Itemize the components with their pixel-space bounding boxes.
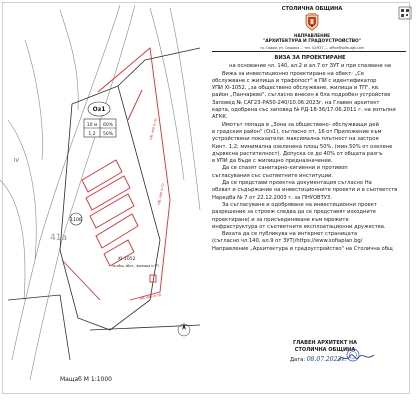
- visa-line: Да се представи проектна документация съгласно На: [222, 180, 372, 187]
- parcel-outline: [8, 48, 200, 360]
- date-label: Дата:: [290, 357, 306, 363]
- plot-id: XI-1052: [118, 257, 136, 262]
- visa-line: район „Панчарево", съгласно внесен в бла подробен устройстве: [212, 92, 391, 99]
- visa-line: Визата да се публикува на интернет страницата: [222, 231, 358, 238]
- terrain-lines: [0, 5, 200, 380]
- district-roman: IV: [14, 158, 19, 164]
- visa-line: Направление „Архитектура и градоустройство" на Столична общ: [212, 245, 393, 252]
- visa-line: карта, одобрена със заповед № РД-18-36/17.06.2011 г. на изпълни: [212, 107, 396, 114]
- road-label-1: НК нов о.гр.: [149, 117, 158, 141]
- visa-line: в УПИ да бъде с жилищно предназначение.: [212, 158, 333, 165]
- block-number: 41a: [50, 233, 67, 243]
- visa-line: проектиране) и за присъединяване към мрежите: [212, 216, 349, 223]
- date-value: 08.07.2023г.: [306, 356, 347, 363]
- visa-line: обхват и съдържание на инвестиционните проекти и в съответств: [212, 187, 398, 194]
- road-label-2: НК нов о.гр.: [157, 181, 165, 206]
- visa-line: дървесна растителност). Допуска се до 40% от общата разгъ: [212, 150, 383, 157]
- visa-basis: на основание чл. 140, ал.2 и ал.7 от ЗУТ и при спазване на: [229, 63, 391, 70]
- visa-line: Наредба № 7 от 22.12.2003 г. за ПНУОВТУЗ.: [212, 194, 332, 201]
- visa-line: (съгласно чл.140, ал.9 от ЗУТ)/https://www.sofiaplan.bg/: [212, 238, 363, 245]
- visa-text: [212, 55, 408, 253]
- visa-line: разрешение за строеж следва да се представят изходните: [212, 209, 376, 216]
- visa-line: Кинт. 1,2; минимална озеленена площ 50%, (мин.50% от озелене: [212, 143, 393, 150]
- visa-line: инфраструктура от съответните експлоатационни дружества.: [212, 223, 386, 230]
- visa-line: Заповед № САГ23-РА50-240/10.06.2023г. на Главен архитект: [212, 99, 380, 106]
- map-scale: Мащаб М 1:1000: [60, 376, 112, 383]
- sign-title-1: ГЛАВЕН АРХИТЕКТ НА: [292, 340, 358, 346]
- max-height: 10 м: [86, 123, 98, 128]
- visa-line: съгласувания със съответните институции.: [212, 172, 334, 179]
- north-arrow-icon: [178, 323, 190, 336]
- visa-line: обслужване с жилища и трафопост" в ПИ с идентификатор: [212, 77, 377, 84]
- header-divider: [212, 51, 406, 52]
- sign-title-2: СТОЛИЧНА ОБЩИНА: [294, 347, 356, 353]
- visa-line: АГКК.: [212, 114, 228, 121]
- visa-line: Имотът попада в „Зона за обществено- обслужващи дей: [222, 121, 379, 128]
- kint: 1,2: [88, 132, 96, 137]
- contact-info: гр. София, ул. Сердика ... тел. 02/937 ..., office@sofia-agk.com: [260, 46, 364, 50]
- density: 60%: [102, 123, 114, 128]
- greenery: 50%: [102, 132, 114, 137]
- parcel-number: 1106: [70, 218, 82, 223]
- visa-line: в градския район" (Оз1), съгласно пт. 16 от Приложение към: [212, 128, 382, 135]
- visa-line: УПИ XI-1052, „за обществено обслужване, жилища и ТП", кв.: [212, 85, 380, 92]
- building-footprints: [82, 160, 138, 266]
- visa-title: ВИЗА ЗА ПРОЕКТИРАНЕ: [274, 55, 346, 61]
- visa-line: Да се спазят санитарно-хигиенни и противоп: [222, 165, 348, 172]
- visa-line: За съгласуване и одобряване на инвестиционни проект: [222, 201, 377, 208]
- plot-purpose: за общ. обсл., жилища и ТП: [112, 264, 159, 268]
- visa-line: устройствени показатели: максимална плътност на застроя: [212, 136, 379, 143]
- sofia-crest-icon: [303, 13, 321, 31]
- department-label: НАПРАВЛЕНИЕ: [294, 33, 330, 38]
- visa-line: Вижа за инвестиционно проектиране на обект: „Се: [222, 70, 365, 77]
- municipality-name: СТОЛИЧНА ОБЩИНА: [281, 6, 343, 12]
- department-name: "АРХИТЕКТУРА И ГРАДОУСТРОЙСТВО": [262, 39, 362, 44]
- zone-label: Оз1: [92, 106, 106, 113]
- handwritten-signature: [336, 349, 376, 365]
- road-label-3: НК нов о.гр.: [139, 292, 163, 301]
